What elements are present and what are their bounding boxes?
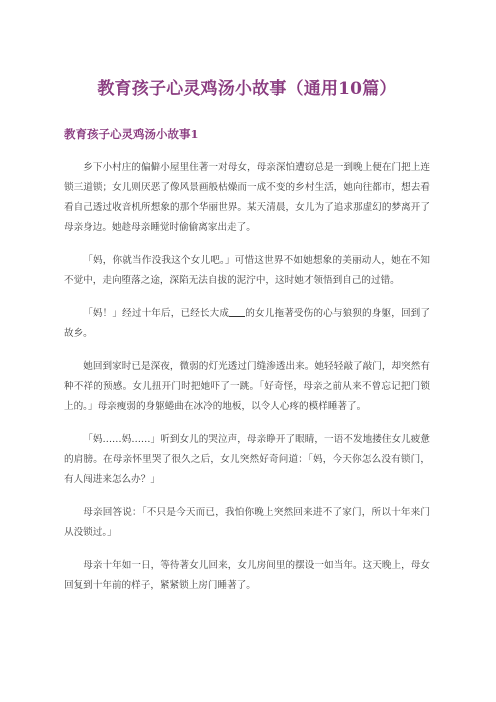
paragraph-3-part-1: 「妈！」经过十年后，已经长大成 [83,308,230,319]
blank-underline [229,306,245,317]
paragraph-5: 「妈……妈……」听到女儿的哭泣声，母亲睁开了眼睛，一语不发地搂住女儿疲惫的肩膀。在母亲怀里哭了很久之后，女儿突然好奇问道：「妈，今天你怎么没有锁门，有人闯进来怎么办？」 [64,434,430,485]
paragraph-2: 「妈，你就当作没我这个女儿吧。」可惜这世界不如她想象的美丽动人，她在不知不觉中，走向堕落之途，深陷无法自拔的泥泞中，这时她才领悟到自己的过错。 [64,255,430,286]
paragraph-7: 母亲十年如一日，等待著女儿回来，女儿房间里的摆设一如当年。这天晚上，母女回复到十年前的样子，紧紧锁上房门睡著了。 [64,560,430,591]
paragraph-6: 母亲回答说：「不只是今天而已，我怕你晚上突然回来进不了家门，所以十年来门从没锁过。」 [64,507,430,538]
story-body [64,158,430,596]
section-heading: 教育孩子心灵鸡汤小故事1 [64,127,199,141]
document-title: 教育孩子心灵鸡汤小故事（通用10篇） [97,79,397,99]
paragraph-1: 乡下小村庄的偏僻小屋里住著一对母女，母亲深怕遭窃总是一到晚上便在门把上连锁三道锁；女儿则厌恶了像风景画般枯燥而一成不变的乡村生活，她向往都市，想去看看自己透过收音机所想象的那个华丽世界。某天清晨，女儿为了追求那虚幻的梦离开了母亲身边。她趁母亲睡觉时偷偷离家出走了。 [64,162,430,233]
paragraph-3-part-2: 的女儿拖著受伤的心与狼狈的身躯，回到了故乡。 [64,308,431,339]
paragraph-4: 她回到家时已是深夜，微弱的灯光透过门缝渗透出来。她轻轻敲了敲门，却突然有种不祥的预感。女儿扭开门时把她吓了一跳。「好奇怪，母亲之前从来不曾忘记把门锁上的。」母亲瘦弱的身躯蜷曲在冰冷的地板，以令人心疼的模样睡著了。 [64,361,430,412]
paragraph-3 [64,304,430,344]
